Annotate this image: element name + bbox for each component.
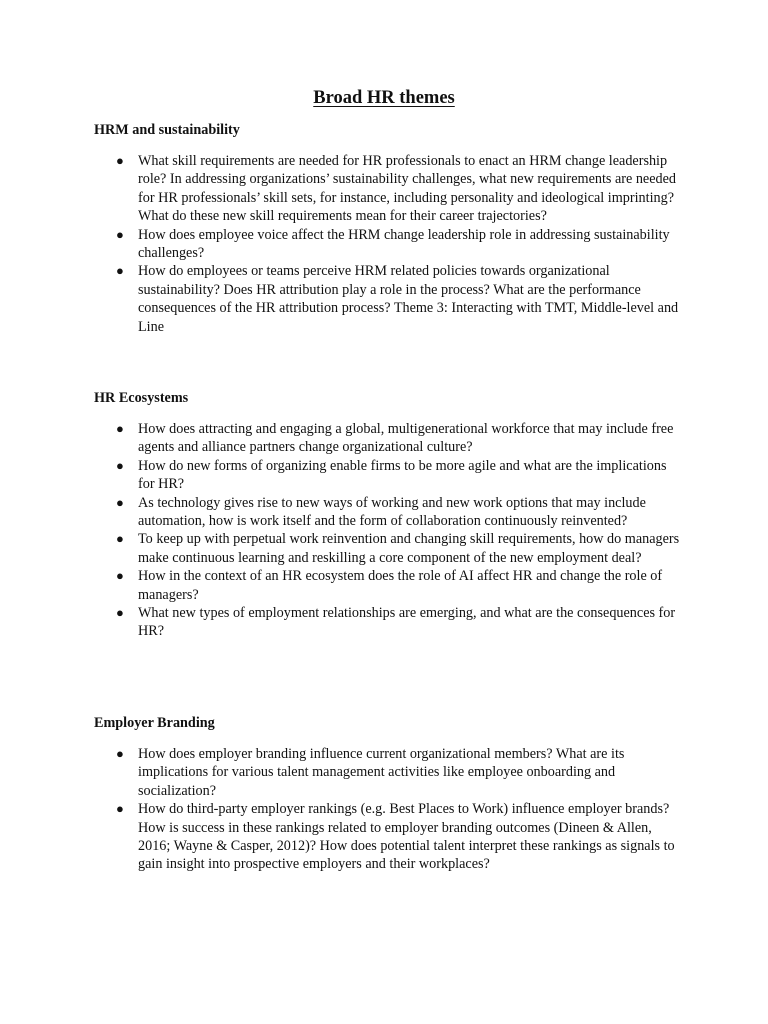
- list-item: [94, 604, 684, 641]
- bullet-icon: ●: [116, 531, 124, 547]
- list-item: [94, 494, 684, 531]
- list-item: [94, 457, 684, 494]
- list-item: [94, 226, 684, 263]
- bullet-icon: ●: [116, 226, 124, 242]
- list-item-text: How do third-party employer rankings (e.g. Best Places to Work) influence employer brands? How is success in these rankings related to employer branding outcomes (Dineen & Allen, 2016; Wayne & Casper, 2012)? How does potential talent interpret these rankings as signals to gain insight into prospective employers and their workplaces?: [138, 801, 675, 873]
- bullet-icon: ●: [116, 457, 124, 473]
- bullet-list: [94, 152, 684, 336]
- list-item-text: How do employees or teams perceive HRM related policies towards organizational sustainability? Does HR attribution play a role in the process? What are the performance consequences of the HR attribution process? Theme 3: Interacting with TMT, Middle-level and Line: [138, 263, 679, 335]
- section-hr-ecosystems: [94, 389, 684, 641]
- section-hrm-sustainability: [94, 121, 684, 336]
- list-item: [94, 800, 684, 874]
- list-item-text: How do new forms of organizing enable firms to be more agile and what are the implications for HR?: [138, 457, 667, 493]
- list-item-text: What new types of employment relationships are emerging, and what are the consequences for HR?: [138, 605, 676, 640]
- bullet-icon: ●: [116, 568, 124, 584]
- list-item: [94, 420, 684, 457]
- document-title: Broad HR themes: [313, 88, 455, 108]
- section-heading: HRM and sustainability: [94, 122, 240, 138]
- list-item-text: As technology gives rise to new ways of working and new work options that may include automation, how is work itself and the form of collaboration continuously reinvented?: [138, 494, 646, 530]
- section-heading: Employer Branding: [94, 715, 215, 731]
- bullet-icon: ●: [116, 801, 124, 817]
- list-item-text: What skill requirements are needed for HR professionals to enact an HRM change leadership role? In addressing organizations’ sustainability challenges, what new requirements are needed for HR professionals’ skill sets, for instance, including personality and ideological imprinting? What do these new skill requirements mean for their career trajectories?: [138, 153, 677, 225]
- list-item: [94, 567, 684, 604]
- bullet-icon: ●: [116, 494, 124, 510]
- list-item-text: How in the context of an HR ecosystem does the role of AI affect HR and change the role of managers?: [138, 568, 663, 603]
- list-item: [94, 262, 684, 336]
- list-item-text: How does employer branding influence current organizational members? What are its implications for various talent management activities like employee onboarding and socialization?: [138, 746, 625, 799]
- list-item: [94, 530, 684, 567]
- section-employer-branding: [94, 714, 684, 874]
- bullet-icon: ●: [116, 746, 124, 761]
- bullet-list: [94, 420, 684, 641]
- list-item: [94, 152, 684, 226]
- list-item-text: How does employee voice affect the HRM change leadership role in addressing sustainability challenges?: [138, 226, 670, 262]
- bullet-list: [94, 745, 684, 874]
- bullet-icon: ●: [116, 605, 124, 621]
- list-item: [94, 745, 684, 800]
- section-heading: HR Ecosystems: [94, 390, 189, 406]
- bullet-icon: ●: [116, 421, 124, 436]
- list-item-text: To keep up with perpetual work reinvention and changing skill requirements, how do managers make continuous learning and reskilling a core component of the new employment deal?: [138, 531, 680, 566]
- bullet-icon: ●: [116, 153, 124, 168]
- bullet-icon: ●: [116, 263, 124, 279]
- list-item-text: How does attracting and engaging a global, multigenerational workforce that may include free agents and alliance partners change organizational culture?: [138, 421, 674, 456]
